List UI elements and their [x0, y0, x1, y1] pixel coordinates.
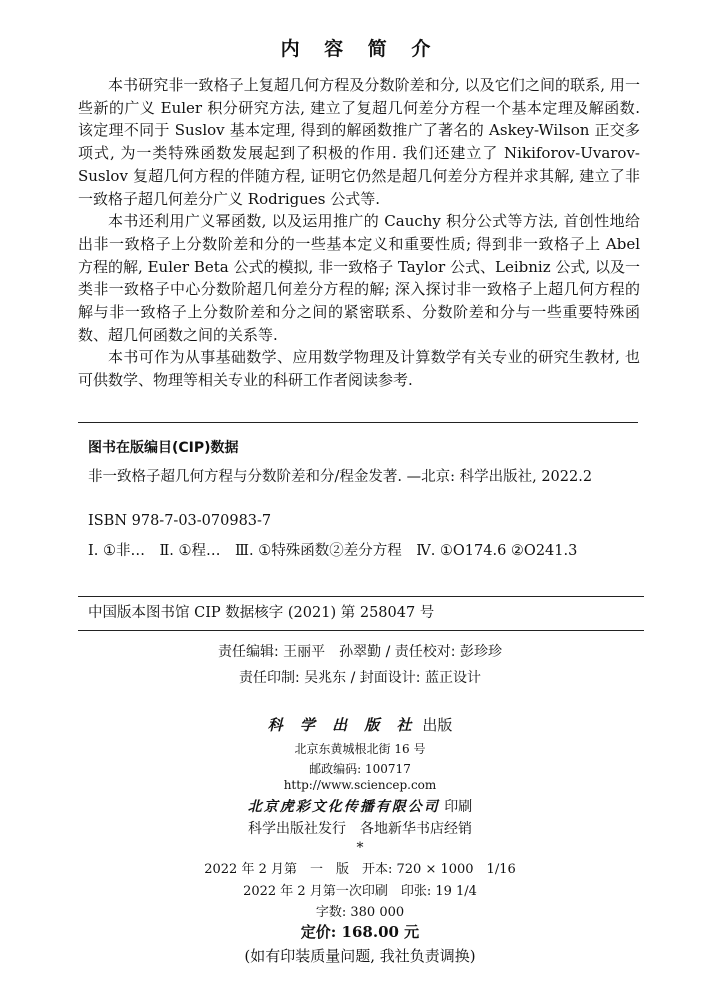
page-title: 内 容 简 介 — [280, 38, 440, 60]
divider — [78, 630, 644, 631]
publisher-line — [0, 714, 720, 735]
price: 定价: 168.00 元 — [300, 923, 420, 941]
cip-title: 图书在版编目(CIP)数据 — [88, 440, 239, 456]
printer-suffix: 印刷 — [444, 799, 473, 815]
publisher-address: 北京东黄城根北街 16 号 — [294, 742, 426, 756]
cip-entry: 非一致格子超几何方程与分数阶差和分/程金发著. —北京: 科学出版社, 2022.2 — [88, 469, 593, 485]
production-credits: 责任印制: 吴兆东 / 封面设计: 蓝正设计 — [239, 670, 481, 686]
abstract — [78, 74, 640, 392]
word-count: 字数: 380 000 — [315, 905, 405, 920]
publisher-url: http://www.sciencep.com — [283, 778, 437, 792]
abstract-paragraph: 本书可作为从事基础数学、应用数学物理及计算数学有关专业的研究生教材, 也可供数学、物理等相关专业的科研工作者阅读参考. — [78, 348, 640, 390]
printer-line — [0, 796, 720, 816]
printing-info: 2022 年 2 月第一次印刷 印张: 19 1/4 — [243, 884, 477, 899]
divider — [78, 422, 638, 423]
divider — [78, 596, 644, 597]
editor-credits: 责任编辑: 王丽平 孙翠勤 / 责任校对: 彭珍珍 — [218, 644, 502, 660]
separator-star: * — [356, 840, 364, 856]
abstract-paragraph: 本书研究非一致格子上复超几何方程及分数阶差和分, 以及它们之间的联系, 用一些新的广义 Euler 积分研究方法, 建立了复超几何差分方程一个基本定理及解函数. 该定理不同于 Suslov 基本定理, 得到的解函数推广了著名的 Askey-Wilson 正交多项式, 为一类特殊函数发展起到了积极的作用. 我们还建立了 Nikiforov-Uvarov-Suslov 复超几何方程的伴随方程, 证明它仍然是超几何差分方程并求其解, 建立了非一致格子超几何差分广义 Rodrigues 公式等. — [78, 76, 640, 208]
cip-classification: Ⅰ. ①非… Ⅱ. ①程… Ⅲ. ①特殊函数②差分方程 Ⅳ. ①O174.6 ②O241.3 — [88, 543, 578, 559]
publisher-name: 科 学 出 版 社 — [267, 716, 418, 734]
cip-footer: 中国版本图书馆 CIP 数据核字 (2021) 第 258047 号 — [88, 605, 435, 621]
publisher-zip: 邮政编码: 100717 — [309, 762, 411, 776]
printer-name: 北京虎彩文化传播有限公司 — [247, 799, 440, 815]
cip-isbn: ISBN 978-7-03-070983-7 — [88, 513, 272, 529]
distribution: 科学出版社发行 各地新华书店经销 — [248, 821, 472, 837]
quality-note: (如有印装质量问题, 我社负责调换) — [244, 947, 476, 965]
publisher-suffix: 出版 — [422, 716, 453, 734]
abstract-paragraph: 本书还利用广义幂函数, 以及运用推广的 Cauchy 积分公式等方法, 首创性地给出非一致格子上分数阶差和分的一些基本定义和重要性质; 得到非一致格子上 Abel 方程的解, Euler Beta 公式的模拟, 非一致格子 Taylor 公式、Leibniz 公式, 以及一类非一致格子中心分数阶超几何差分方程的解; 深入探讨非一致格子上超几何方程的解与非一致格子上分数阶差和分之间的紧密联系、分数阶差和分与一些重要特殊函数、超几何函数之间的关系等. — [78, 212, 640, 344]
edition-info: 2022 年 2 月第 一 版 开本: 720 × 1000 1/16 — [204, 862, 516, 877]
